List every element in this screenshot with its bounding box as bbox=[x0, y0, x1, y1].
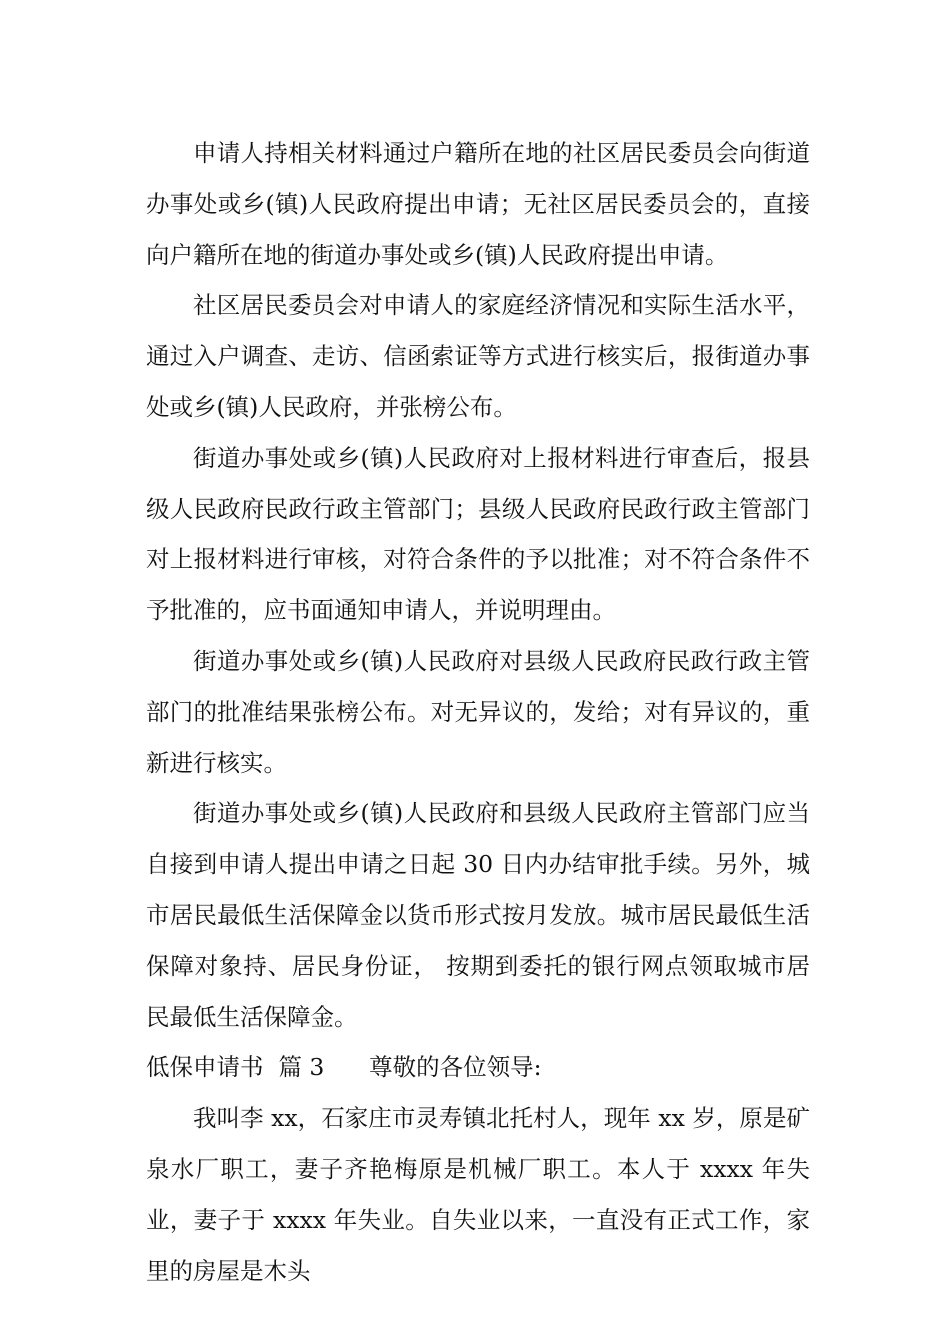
paragraph-processing-deadline: 街道办事处或乡(镇)人民政府和县级人民政府主管部门应当自接到申请人提出申请之日起 30 日内办结审批手续。另外，城市居民最低生活保障金以货币形式按月发放。城市居民最低生活保障对象持、居民身份证， 按期到委托的银行网点领取城市居民最低生活保障金。 bbox=[146, 799, 810, 1031]
letter-paragraph: 我叫李 xx，石家庄市灵寿镇北托村人，现年 xx 岁，原是矿泉水厂职工，妻子齐艳梅原是机械厂职工。本人于 xxxx 年失业，妻子于 xxxx 年失业。自失业以来，一直没有正式工作，家里的房屋是木头 bbox=[146, 1104, 810, 1285]
document-body bbox=[146, 128, 810, 1296]
section-heading: 低保申请书 篇 3 尊敬的各位领导: bbox=[146, 1053, 542, 1082]
paragraph-application-submission: 申请人持相关材料通过户籍所在地的社区居民委员会向街道办事处或乡(镇)人民政府提出申请；无社区居民委员会的，直接向户籍所在地的街道办事处或乡(镇)人民政府提出申请。 bbox=[146, 139, 810, 269]
paragraph-community-verification: 社区居民委员会对申请人的家庭经济情况和实际生活水平，通过入户调查、走访、信函索证等方式进行核实后，报街道办事处或乡(镇)人民政府，并张榜公布。 bbox=[146, 291, 810, 421]
paragraph-street-office-review: 街道办事处或乡(镇)人民政府对上报材料进行审查后，报县级人民政府民政行政主管部门；县级人民政府民政行政主管部门对上报材料进行审核，对符合条件的予以批准；对不符合条件不予批准的，应书面通知申请人，并说明理由。 bbox=[146, 443, 810, 625]
paragraph-approval-announcement: 街道办事处或乡(镇)人民政府对县级人民政府民政行政主管部门的批准结果张榜公布。对无异议的，发给；对有异议的，重新进行核实。 bbox=[146, 646, 810, 777]
